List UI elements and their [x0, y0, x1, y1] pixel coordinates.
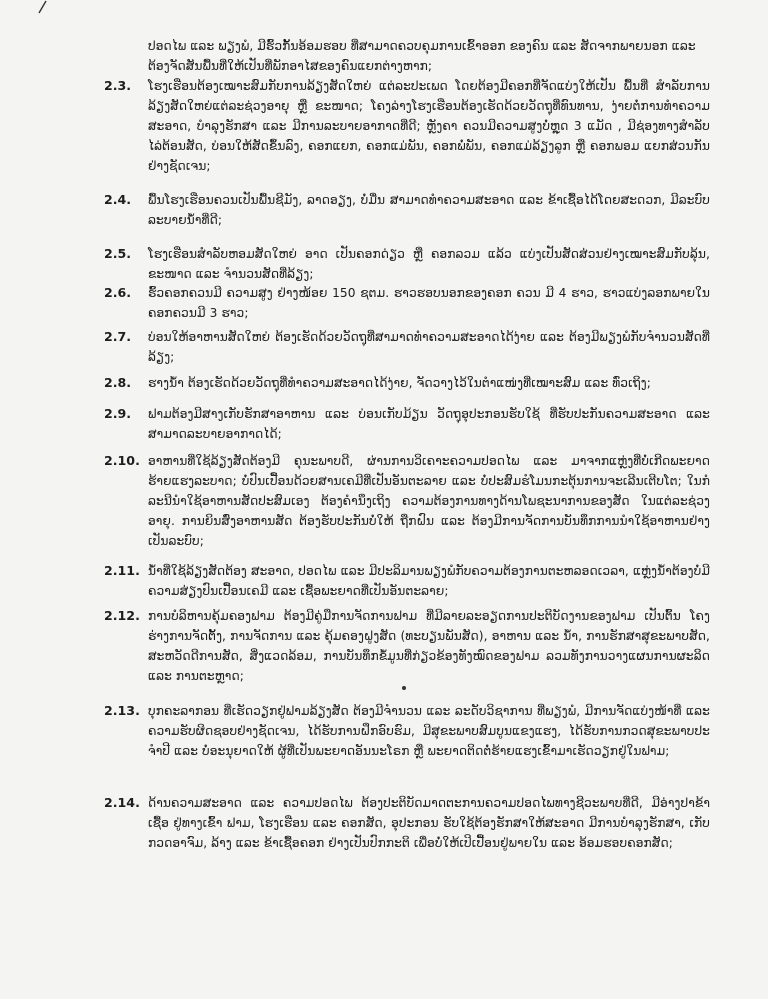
ink-dot — [402, 686, 406, 690]
section-number: 2.6. — [104, 285, 132, 300]
section-text: ຟາມຕ້ອງມີສາງເກັບຮັກສາອາຫານ ແລະ ບ່ອນເກັບມ້ຽນ ວັດຖຸອຸປະກອນຮັບໃຊ້ ທີ່ຮັບປະກັນຄວາມສະອາດ ແລະ ສາມາດລະບາຍອາກາດໄດ້; — [148, 407, 710, 441]
section-text: ໂຮງເຮືອນຕ້ອງເໝາະສົມກັບການລ້ຽງສັດໃຫຍ່ ແຕ່ລະປະເພດ ໂດຍຕ້ອງມີຄອກທີ່ຈັດແບ່ງໃຫ້ເປັນ ພື້ນທີ່ ສໍາລັບການລ້ຽງສັດໃຫຍ່ແຕ່ລະຊ່ວງອາຍຸ ຫຼື ຂະໜາດ; ໂຄງລ່າງໂຮງເຮືອນຕ້ອງເຮັດດ້ວຍວັດຖຸທີ່ທົນທານ, ງ່າຍຕໍ່ການທໍາຄວາມສະອາດ, ບໍາລຸງຮັກສາ ແລະ ມີການລະບາຍອາກາດທີ່ດີ; ຫຼັງຄາ ຄວນມີຄວາມສູງບໍ່ຫຼຸດ 3 ແມັດ , ມີຊ່ອງທາງສໍາລັບໄລ່ຕ້ອນສັດ, ບ່ອນໃຫ້ສັດຂຶ້ນລົງ, ຄອກແຍກ, ຄອກແມ່ພັນ, ຄອກພໍ່ພັນ, ຄອກແມ່ລ້ຽງລູກ ຫຼື ຄອກພອມ ແຍກສ່ວນກັນຢ່າງຊັດເຈນ; — [148, 79, 710, 173]
section-number: 2.9. — [104, 406, 132, 421]
section-text: ດ້ານຄວາມສະອາດ ແລະ ຄວາມປອດໄພ ຕ້ອງປະຕິບັດມາດຕະການຄວາມປອດໄພທາງຊີວະພາບທີ່ດີ, ມີອ່າງປາຂ້າເຊື້ອ ຢູ່ທາງເຂົ້າ ຟາມ, ໂຮງເຮືອນ ແລະ ຄອກສັດ, ອຸປະກອນ ຮັບໃຊ້ຕ້ອງຮັກສາໃຫ້ສະອາດ ມີການບໍາລຸງຮັກສາ, ເກັບກວດອາຈົມ, ລ້າງ ແລະ ຂ້າເຊື້ອຄອກ ຢ່າງເປັນປົກກະຕິ ເພື່ອບໍ່ໃຫ້ເປິເປື້ອນຢູ່ພາຍໃນ ແລະ ອ້ອມຮອບຄອກສັດ; — [148, 796, 710, 850]
section-text: ພື້ນໂຮງເຮືອນຄວນເປັນພື້ນຊີມັງ, ລາດອຽງ, ບໍ່ມື່ນ ສາມາດທໍາຄວາມສະອາດ ແລະ ຂ້າເຊື້ອໄດ້ໂດຍສະດວກ, ມີລະບົບລະບາຍນໍ້າທີ່ດີ; — [148, 193, 710, 227]
section-text: ບ່ອນໃຫ້ອາຫານສັດໃຫຍ່ ຕ້ອງເຮັດດ້ວຍວັດຖຸທີ່ສາມາດທໍາຄວາມສະອາດໄດ້ງ່າຍ ແລະ ຕ້ອງມີພຽງພໍກັບຈໍານວນສັດທີ່ລ້ຽງ; — [148, 330, 710, 364]
section-number: 2.12. — [104, 608, 140, 623]
section-text: ອາຫານທີ່ໃຊ້ລ້ຽງສັດຕ້ອງມີ ຄຸນະພາບດີ, ຜ່ານການວິເຄາະຄວາມປອດໄພ ແລະ ມາຈາກແຫຼ່ງທີ່ບໍ່ເກີດພະຍາດຮ້າຍແຮງລະບາດ; ບໍ່ປົນເປື້ອນດ້ວຍສານເຄມີທີ່ເປັນອັນຕະລາຍ ແລະ ບໍ່ປະສົມຮໍໂມນກະຕຸ້ນການຈະເລີນເຕີບໂຕ; ໃນກໍລະນີນໍາໃຊ້ອາຫານສັດປະສົມເອງ ຕ້ອງຄໍານຶງເຖິງ ຄວາມຕ້ອງການທາງດ້ານໂພຊະນາການຂອງສັດ ໃນແຕ່ລະຊ່ວງອາຍຸ. ການຍິນສົ່ງອາຫານສັດ ຕ້ອງຮັບປະກັນບໍ່ໃຫ້ ຖືກຝົນ ແລະ ຕ້ອງມີການຈັດການບັນທຶກການນໍາໃຊ້ອາຫານຢ່າງເປັນລະບົບ; — [148, 454, 710, 548]
section-text: ການບໍລິຫານຄຸ້ມຄອງຟາມ ຕ້ອງມີຄູ່ມືການຈັດການຟາມ ທີ່ມີລາຍລະອຽດການປະຕິບັດງານຂອງຟາມ ເປັນຕົ້ນ ໂຄງຮ່າງການຈັດຕັ້ງ, ການຈັດການ ແລະ ຄຸ້ມຄອງຝູງສັດ (ທະບຽນພັນສັດ), ອາຫານ ແລະ ນໍ້າ, ການຮັກສາສຸຂະພາບສັດ, ສະຫວັດດີການສັດ, ສິ່ງແວດລ້ອມ, ການບັນທຶກຂໍ້ມູນທີ່ກ່ຽວຂ້ອງທັງໝົດຂອງຟາມ ລວມທັງການວາງແຜນການຜະລິດ ແລະ ການຕະຫຼາດ; — [148, 609, 710, 683]
intro-paragraph: ປອດໄພ ແລະ ພຽງພໍ, ມີຮົ້ວກັ້ນອ້ອມຮອບ ທີ່ສາມາດຄວບຄຸມການເຂົ້າອອກ ຂອງຄົນ ແລະ ສັດຈາກພາຍນອກ ແລະ ຕ້ອງຈັດສັນພື້ນທີ່ໃຫ້ເປັນທີ່ພັກອາໄສຂອງຄົນແຍກຕ່າງຫາກ; — [148, 39, 696, 73]
section-text: ຮາງນໍ້າ ຕ້ອງເຮັດດ້ວຍວັດຖຸທີ່ທໍາຄວາມສະອາດໄດ້ງ່າຍ, ຈັດວາງໄວ້ໃນຕໍາແໜ່ງທີ່ເໝາະສົມ ແລະ ທົ່ວເຖິງ; — [148, 376, 651, 390]
section-text: ບຸກຄະລາກອນ ທີ່ເຮັດວຽກຢູ່ຟາມລ້ຽງສັດ ຕ້ອງມີຈໍານວນ ແລະ ລະດັບວິຊາການ ທີ່ພຽງພໍ, ມີການຈັດແບ່ງໜ້າທີ່ ແລະ ຄວາມຮັບຜິດຊອບຢ່າງຊັດເຈນ, ໄດ້ຮັບການຝຶກອົບຮົມ, ມີສຸຂະພາບສົມບູນແຂງແຮງ, ໄດ້ຮັບການກວດສຸຂະພາບປະຈໍາປີ ແລະ ບໍ່ອະນຸຍາດໃຫ້ ຜູ້ທີ່ເປັນພະຍາດອັນນະໂຣກ ຫຼື ພະຍາດຕິດຕໍ່ຮ້າຍແຮງເຂົ້າມາເຮັດວຽກຢູ່ໃນຟາມ; — [148, 704, 710, 758]
section-text: ນໍ້າທີ່ໃຊ້ລ້ຽງສັດຕ້ອງ ສະອາດ, ປອດໄພ ແລະ ມີປະລິມານພຽງພໍກັບຄວາມຕ້ອງການຕະຫລອດເວລາ, ແຫຼ່ງນໍ້າຕ້ອງບໍ່ມີຄວາມສ່ຽງປົນເປື້ອນເຄມີ ແລະ ເຊື້ອພະຍາດທີ່ເປັນອັນຕະລາຍ; — [148, 564, 710, 598]
section-number: 2.14. — [104, 795, 140, 810]
section-text: ໂຮງເຮືອນສໍາລັບຫອມສັດໃຫຍ່ ອາດ ເປັນຄອກດ່ຽວ ຫຼື ຄອກລວມ ແລ້ວ ແບ່ງເປັນສັດສ່ວນຢ່າງເໝາະສົມກັບລຸ້ນ, ຂະໜາດ ແລະ ຈໍານວນສັດທີ່ລ້ຽງ; — [148, 247, 710, 281]
section-number: 2.5. — [104, 246, 132, 261]
section-number: 2.8. — [104, 375, 132, 390]
section-number: 2.7. — [104, 329, 132, 344]
pen-stroke-mark — [36, 0, 50, 14]
section-number: 2.4. — [104, 192, 132, 207]
section-number: 2.13. — [104, 703, 140, 718]
section-number: 2.10. — [104, 453, 140, 468]
section-text: ຮົ້ວຄອກຄວນມີ ຄວາມສູງ ຢ່າງໜ້ອຍ 150 ຊຕມ. ຮາວຮອບນອກຂອງຄອກ ຄວນ ມີ 4 ຮາວ, ຮາວແບ່ງລອກພາຍໃນຄອກຄວນມີ 3 ຮາວ; — [148, 286, 710, 320]
section-number: 2.3. — [104, 78, 132, 93]
section-number: 2.11. — [104, 563, 140, 578]
